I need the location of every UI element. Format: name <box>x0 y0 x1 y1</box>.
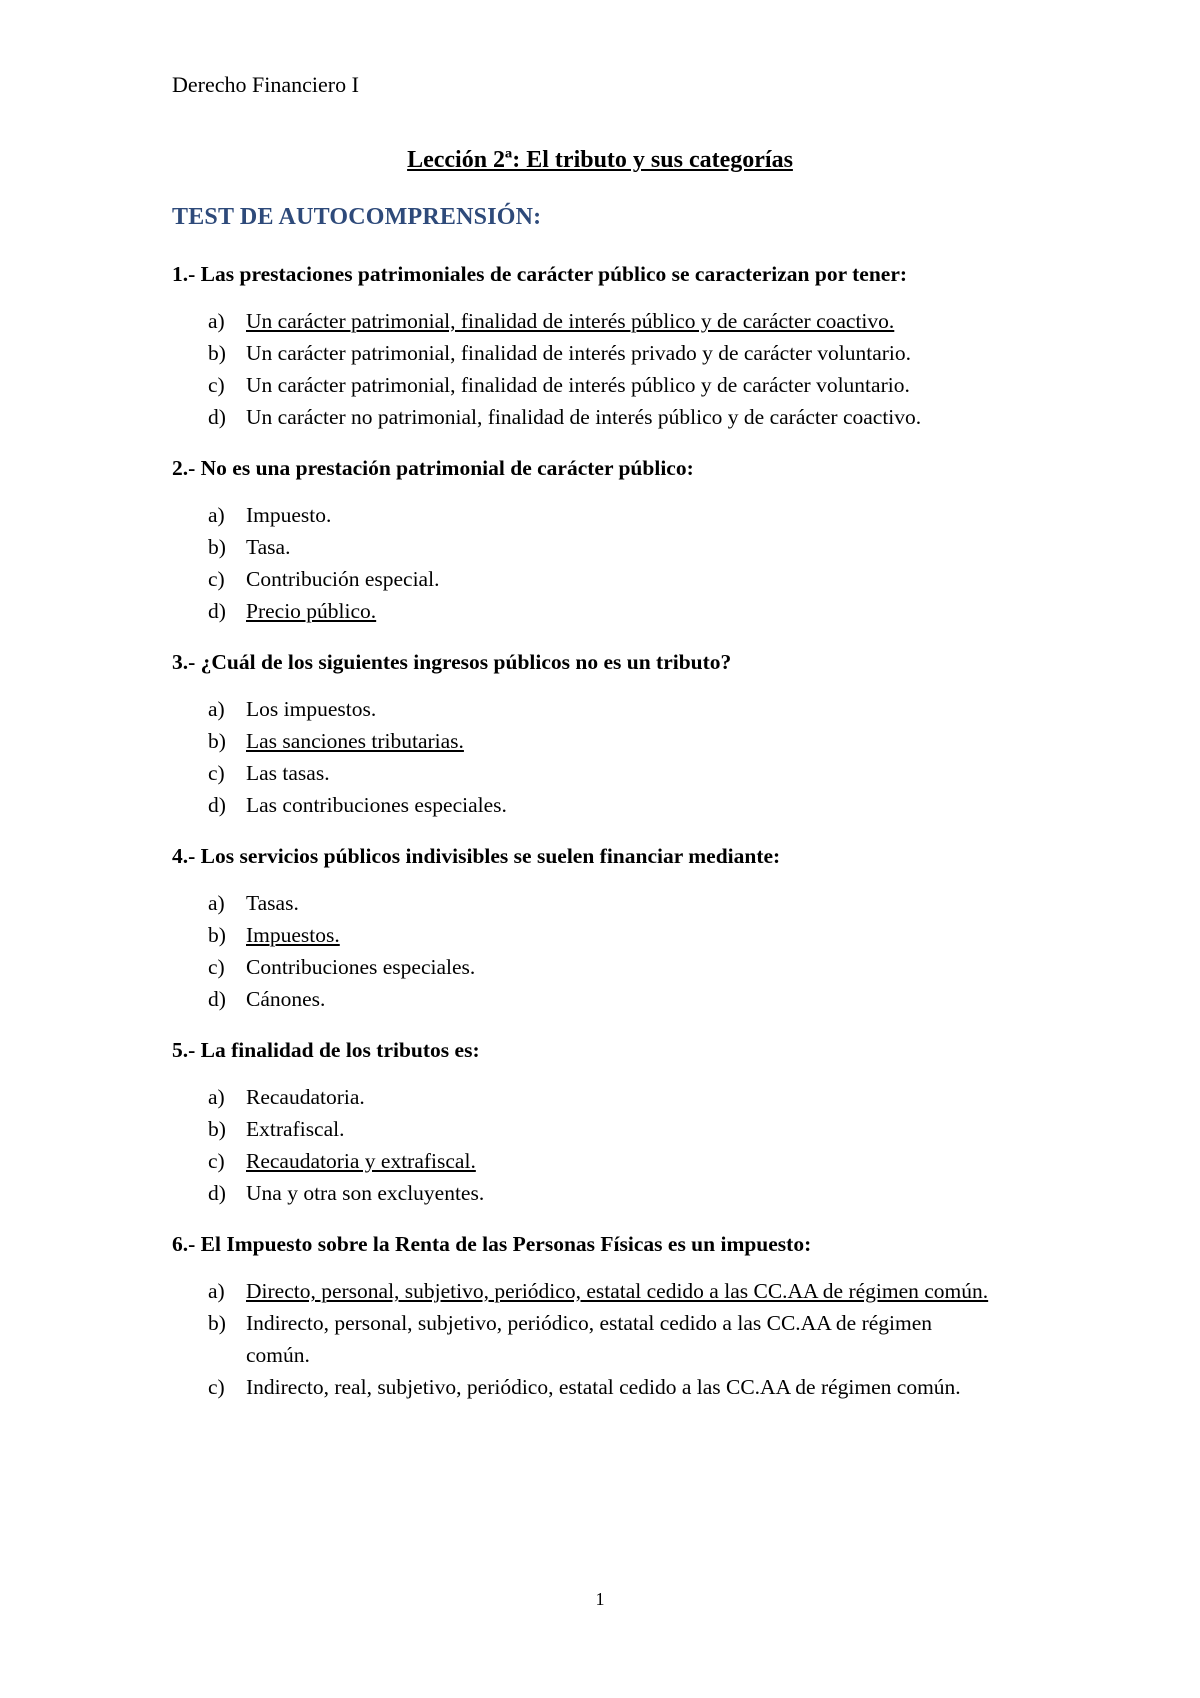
option-letter: b) <box>208 1311 226 1335</box>
option-text: Las tasas. <box>246 761 330 785</box>
option-text: Las contribuciones especiales. <box>246 793 507 817</box>
option-item <box>172 499 1052 531</box>
option-item <box>172 1145 1052 1177</box>
option-item <box>172 919 1052 951</box>
option-list <box>172 305 1052 433</box>
option-item <box>172 337 1052 369</box>
test-heading: TEST DE AUTOCOMPRENSIÓN: <box>172 204 542 230</box>
option-list <box>172 887 1052 1015</box>
option-item <box>172 305 1052 337</box>
option-text: Un carácter no patrimonial, finalidad de interés público y de carácter coactivo. <box>246 405 922 429</box>
question-stem: 2.- No es una prestación patrimonial de carácter público: <box>172 456 694 480</box>
option-text: Contribuciones especiales. <box>246 955 476 979</box>
option-text: Los impuestos. <box>246 697 377 721</box>
option-letter: a) <box>208 891 225 915</box>
question-stem: 4.- Los servicios públicos indivisibles se suelen financiar mediante: <box>172 844 781 868</box>
option-list <box>172 499 1052 627</box>
option-text: Un carácter patrimonial, finalidad de interés público y de carácter voluntario. <box>246 373 910 397</box>
option-letter: b) <box>208 341 226 365</box>
option-text: Tasa. <box>246 535 291 559</box>
option-letter: c) <box>208 373 225 397</box>
option-text: Tasas. <box>246 891 299 915</box>
question-stem: 3.- ¿Cuál de los siguientes ingresos públicos no es un tributo? <box>172 650 732 674</box>
option-letter: d) <box>208 987 226 1011</box>
option-item <box>172 983 1052 1015</box>
option-text: Contribución especial. <box>246 567 440 591</box>
option-letter: d) <box>208 599 226 623</box>
option-text: Indirecto, real, subjetivo, periódico, estatal cedido a las CC.AA de régimen común. <box>246 1375 961 1399</box>
option-text-answer: Recaudatoria y extrafiscal. <box>246 1149 476 1173</box>
option-text-answer: Directo, personal, subjetivo, periódico, estatal cedido a las CC.AA de régimen común. <box>246 1279 989 1303</box>
option-letter: c) <box>208 567 225 591</box>
option-letter: a) <box>208 1279 225 1303</box>
option-item <box>172 563 1052 595</box>
option-item <box>172 1307 1052 1371</box>
option-text: Recaudatoria. <box>246 1085 365 1109</box>
lesson-title: Lección 2ª: El tributo y sus categorías <box>407 147 793 173</box>
question-stem: 5.- La finalidad de los tributos es: <box>172 1038 480 1062</box>
question-5 <box>172 1037 1052 1209</box>
option-text: Impuesto. <box>246 503 332 527</box>
option-text: Cánones. <box>246 987 326 1011</box>
option-item <box>172 401 1052 433</box>
option-letter: c) <box>208 1149 225 1173</box>
option-list <box>172 1081 1052 1209</box>
option-text: Una y otra son excluyentes. <box>246 1181 485 1205</box>
option-letter: d) <box>208 793 226 817</box>
page-number: 1 <box>595 1589 605 1609</box>
option-item <box>172 531 1052 563</box>
question-6 <box>172 1231 1052 1403</box>
running-header: Derecho Financiero I <box>172 72 359 97</box>
option-text: Extrafiscal. <box>246 1117 345 1141</box>
question-2 <box>172 455 1052 627</box>
option-letter: b) <box>208 923 226 947</box>
option-text-answer: Las sanciones tributarias. <box>246 729 464 753</box>
option-list <box>172 1275 1052 1403</box>
option-item <box>172 887 1052 919</box>
option-list <box>172 693 1052 821</box>
option-letter: a) <box>208 1085 225 1109</box>
option-letter: c) <box>208 1375 225 1399</box>
question-3 <box>172 649 1052 821</box>
option-item <box>172 951 1052 983</box>
option-item <box>172 1371 1052 1403</box>
option-item <box>172 369 1052 401</box>
question-4 <box>172 843 1052 1015</box>
question-stem: 1.- Las prestaciones patrimoniales de carácter público se caracterizan por tener: <box>172 262 908 286</box>
option-item <box>172 693 1052 725</box>
option-text-answer: Precio público. <box>246 599 377 623</box>
option-letter: b) <box>208 729 226 753</box>
option-letter: b) <box>208 1117 226 1141</box>
option-item <box>172 757 1052 789</box>
option-item <box>172 1113 1052 1145</box>
option-letter: b) <box>208 535 226 559</box>
option-item <box>172 1081 1052 1113</box>
option-item <box>172 725 1052 757</box>
question-stem: 6.- El Impuesto sobre la Renta de las Personas Físicas es un impuesto: <box>172 1232 812 1256</box>
option-letter: c) <box>208 955 225 979</box>
option-item <box>172 1177 1052 1209</box>
option-letter: d) <box>208 405 226 429</box>
option-item <box>172 595 1052 627</box>
option-text-answer: Impuestos. <box>246 923 340 947</box>
question-list <box>172 261 1052 1403</box>
option-letter: a) <box>208 697 225 721</box>
option-letter: a) <box>208 503 225 527</box>
option-letter: d) <box>208 1181 226 1205</box>
option-item <box>172 1275 1052 1307</box>
option-text: Indirecto, personal, subjetivo, periódico, estatal cedido a las CC.AA de régimen común. <box>246 1311 933 1367</box>
option-text-answer: Un carácter patrimonial, finalidad de interés público y de carácter coactivo. <box>246 309 895 333</box>
question-1 <box>172 261 1052 433</box>
option-item <box>172 789 1052 821</box>
option-text: Un carácter patrimonial, finalidad de interés privado y de carácter voluntario. <box>246 341 912 365</box>
option-letter: a) <box>208 309 225 333</box>
option-letter: c) <box>208 761 225 785</box>
